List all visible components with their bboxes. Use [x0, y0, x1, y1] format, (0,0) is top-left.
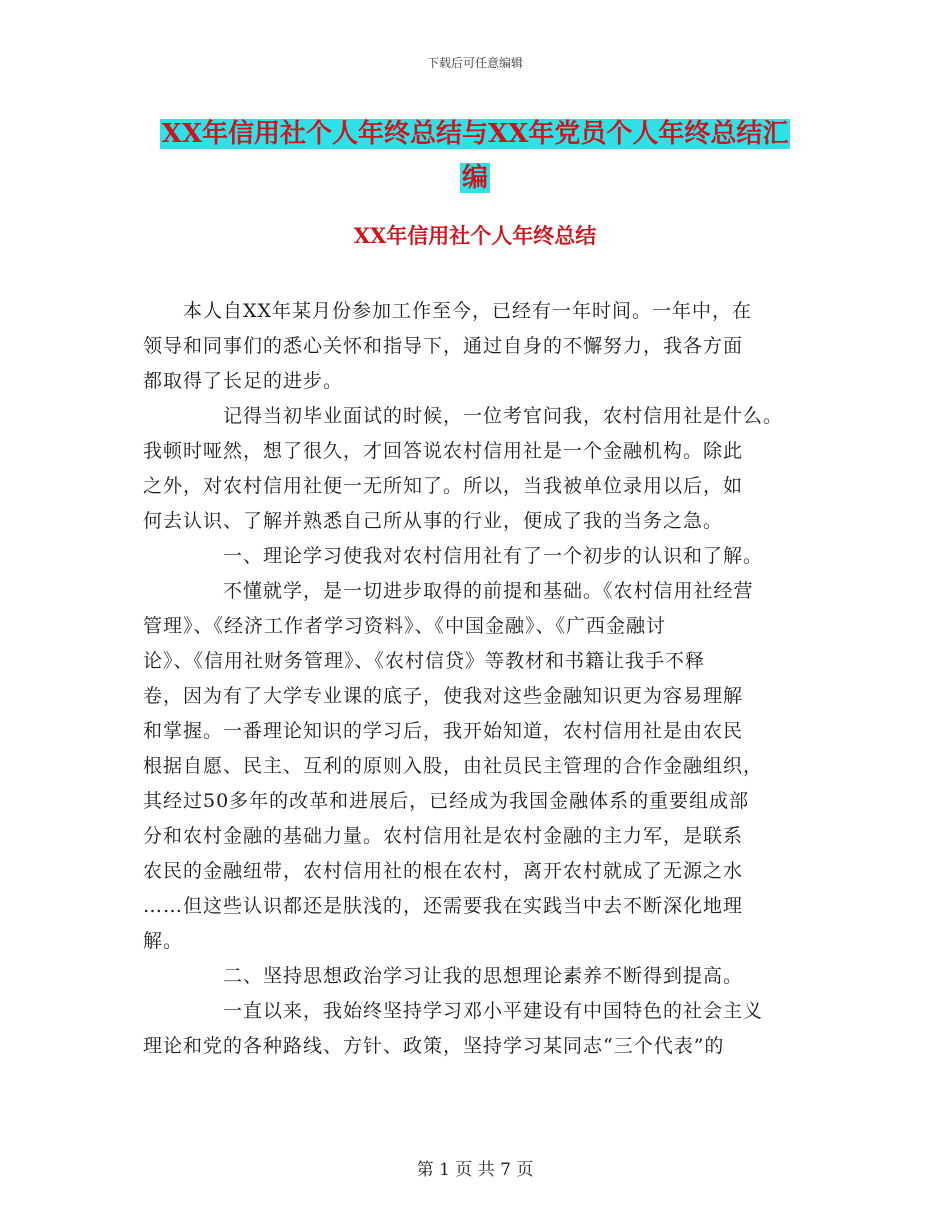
body-line: 理论和党的各种路线、方针、政策，坚持学习某同志“三个代表”的 [143, 1035, 725, 1057]
body-line: 不懂就学，是一切进步取得的前提和基础。《农村信用社经营 [143, 580, 754, 602]
body-line: 其经过50多年的改革和进展后，已经成为我国金融体系的重要组成部 [143, 790, 750, 812]
body-line: 卷，因为有了大学专业课的底子，使我对这些金融知识更为容易理解 [143, 685, 744, 707]
body-line: 一直以来，我始终坚持学习邓小平建设有中国特色的社会主义 [143, 1000, 764, 1022]
title-line-2: 编 [461, 163, 488, 193]
body-line: 分和农村金融的基础力量。农村信用社是农村金融的主力军，是联系 [143, 825, 744, 847]
body-line: 根据自愿、民主、互利的原则入股，由社员民主管理的合作金融组织， [143, 755, 764, 777]
body-line: ……但这些认识都还是肤浅的，还需要我在实践当中去不断深化地理 [143, 895, 744, 917]
body-line: 领导和同事们的悉心关怀和指导下，通过自身的不懈努力，我各方面 [143, 335, 744, 357]
body-line: 二、坚持思想政治学习让我的思想理论素养不断得到提高。 [143, 965, 744, 987]
page-number: 第 1 页 共 7 页 [416, 1160, 534, 1180]
page-header-note: 下载后可任意编辑 [426, 56, 523, 70]
document-title [0, 112, 950, 200]
title-line-1: XX年信用社个人年终总结与XX年党员个人年终总结汇 [161, 119, 789, 149]
body-line: 记得当初毕业面试的时候，一位考官问我，农村信用社是什么。 [143, 405, 784, 427]
body-line: 管理》、《经济工作者学习资料》、《中国金融》、《广西金融讨 [143, 615, 667, 637]
body-line: 解。 [143, 930, 184, 952]
body-line: 都取得了长足的进步。 [143, 370, 344, 392]
body-line: 农民的金融纽带，农村信用社的根在农村，离开农村就成了无源之水 [143, 860, 744, 882]
section-title: XX年信用社个人年终总结 [353, 223, 597, 248]
body-line: 之外，对农村信用社便一无所知了。所以，当我被单位录用以后，如 [143, 475, 744, 497]
body-line: 论》、《信用社财务管理》、《农村信贷》等教材和书籍让我手不释 [143, 650, 706, 672]
body-text [143, 294, 823, 1064]
body-line: 本人自XX年某月份参加工作至今，已经有一年时间。一年中，在 [143, 300, 753, 322]
body-line: 一、理论学习使我对农村信用社有了一个初步的认识和了解。 [143, 545, 764, 567]
body-line: 我顿时哑然，想了很久，才回答说农村信用社是一个金融机构。除此 [143, 440, 744, 462]
body-line: 和掌握。一番理论知识的学习后，我开始知道，农村信用社是由农民 [143, 720, 744, 742]
body-line: 何去认识、了解并熟悉自己所从事的行业，便成了我的当务之急。 [143, 510, 724, 532]
